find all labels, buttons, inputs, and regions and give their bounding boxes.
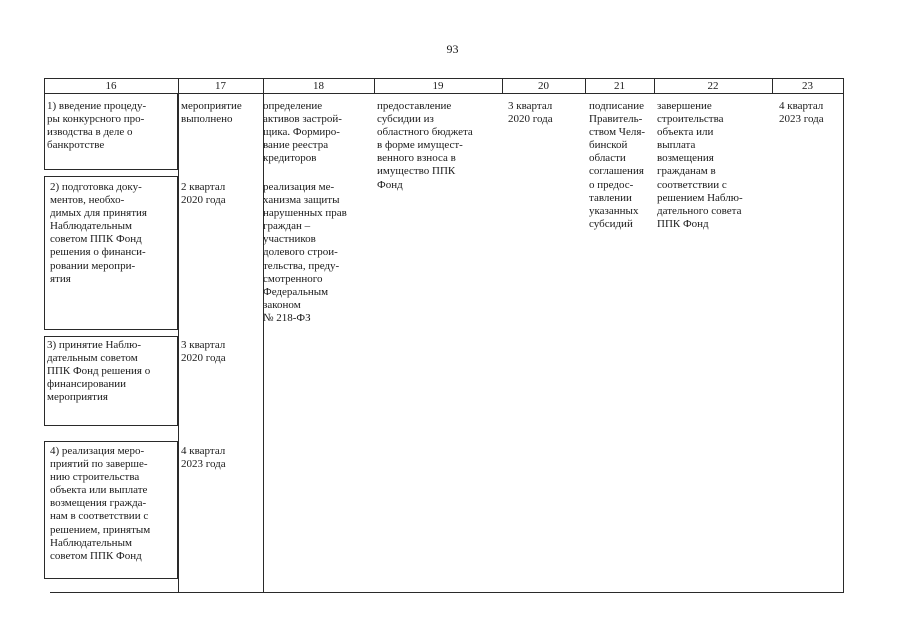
- table-bottom-border: [50, 592, 844, 593]
- col19-text: предоставление субсидии из областного бюджета в форме имущест- венного взноса в имущество ППК Фонд: [377, 100, 473, 191]
- col16-item1: 1) введение процеду- ры конкурсного про- изводства в деле о банкротстве: [47, 100, 147, 152]
- page-number: 93: [446, 42, 459, 56]
- col23-text: 4 квартал 2023 года: [779, 100, 824, 126]
- col18-item2: реализация ме- ханизма защиты нарушенных прав граждан – участников долевого строи- тельства, преду- смотренного Федеральным законом № 218-ФЗ: [263, 181, 347, 324]
- col16-item2: 2) подготовка доку- ментов, необхо- димых для принятия Наблюдательным советом ППК Фонд решения о финанси- ровании меропри- ятия: [50, 181, 147, 285]
- table-right-border: [843, 78, 844, 593]
- col17-item1: мероприятие выполнено: [181, 100, 242, 126]
- col18-item1: определение активов застрой- щика. Формиро- вание реестра кредиторов: [263, 100, 342, 165]
- col17-item3: 3 квартал 2020 года: [181, 339, 226, 365]
- column-header-18: 18: [313, 80, 324, 92]
- column-header-19: 19: [432, 80, 444, 92]
- col21-text: подписание Правитель- ством Челя- бинской области соглашения о предос- тавлении указанных субсидий: [589, 100, 646, 230]
- column-header-22: 22: [707, 80, 719, 92]
- column-header-21: 21: [614, 80, 625, 92]
- col16-item3: 3) принятие Наблю- дательным советом ППК Фонд решения о финансировании мероприятия: [47, 339, 151, 404]
- column-divider: [178, 78, 179, 592]
- col17-item4: 4 квартал 2023 года: [181, 445, 226, 471]
- col16-item4: 4) реализация меро- приятий по заверше- нию строительства объекта или выплате возмещения гражда- нам в соответствии с решением, принятым Наблюдательным советом ППК Фонд: [50, 445, 151, 562]
- column-header-16: 16: [105, 80, 117, 92]
- column-header-23: 23: [802, 80, 813, 92]
- col22-text: завершение строительства объекта или выплата возмещения гражданам в соответствии с решением Наблю- дательного совета ППК Фонд: [657, 100, 743, 230]
- col17-item2: 2 квартал 2020 года: [181, 181, 226, 207]
- column-header-20: 20: [538, 80, 549, 92]
- col20-text: 3 квартал 2020 года: [508, 100, 553, 126]
- column-header-17: 17: [215, 80, 226, 92]
